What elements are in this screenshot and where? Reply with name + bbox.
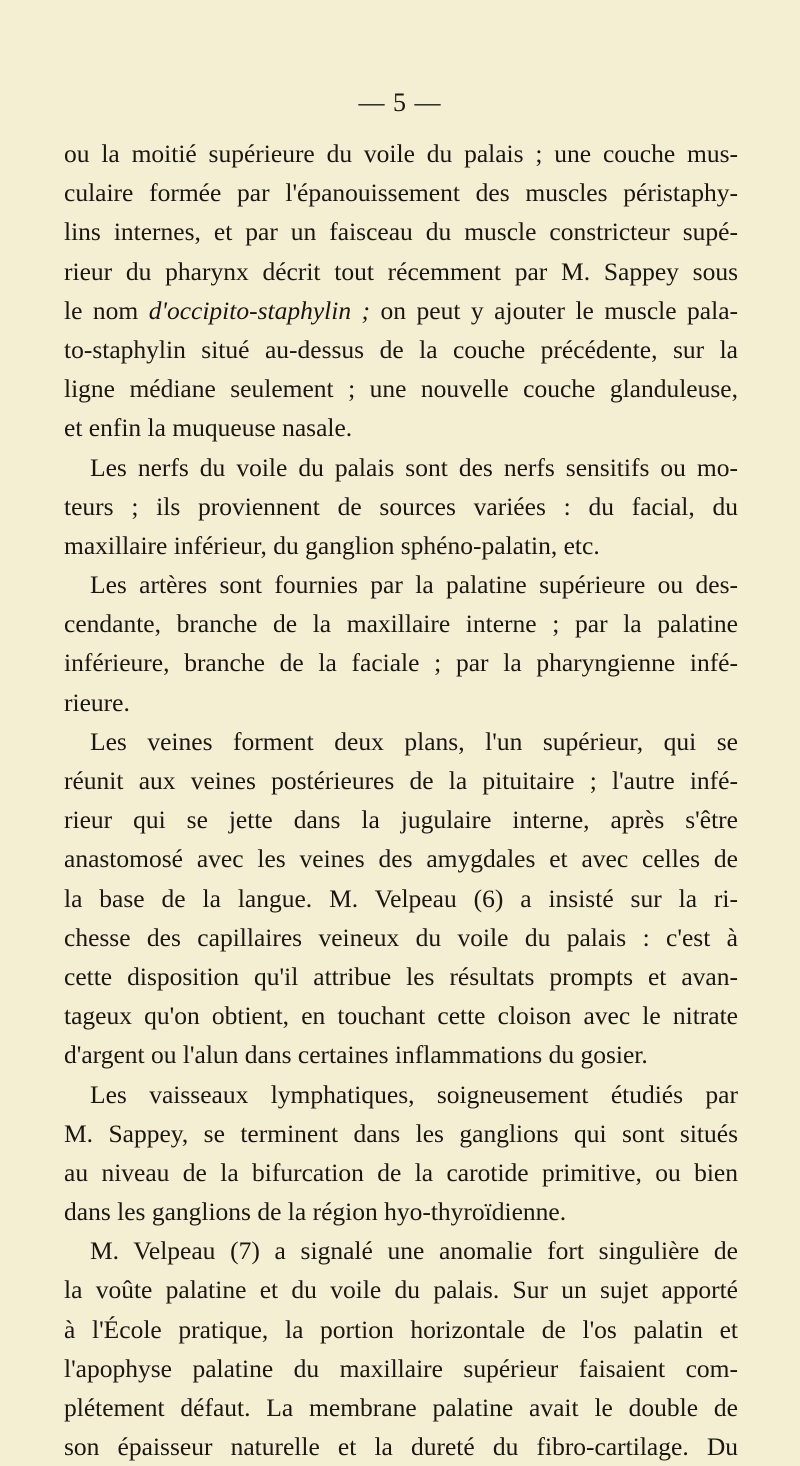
text-line: maxillaire inférieur, du ganglion sphéno-palatin, etc. (64, 530, 600, 560)
page-number: — 5 — (358, 88, 442, 117)
paragraph-start: Les nerfs du voile du palais sont des nerfs sensitifs ou mo- (90, 452, 738, 482)
text-line: plétement défaut. La membrane palatine avait le double de (64, 1393, 738, 1422)
text-line: inférieure, branche de la faciale ; par la pharyngienne infé- (64, 648, 738, 678)
text-line: cette disposition qu'il attribue les résultats prompts et avan- (64, 961, 738, 991)
text-line: son épaisseur naturelle et la dureté du fibro-cartilage. Du (64, 1432, 738, 1462)
paragraph-start: Les veines forment deux plans, l'un supérieur, qui se (90, 726, 738, 756)
text-line: à l'École pratique, la portion horizontale de l'os palatin et (64, 1314, 738, 1344)
text-line: la voûte palatine et du voile du palais. Sur un sujet apporté (64, 1275, 738, 1305)
text-line: ou la moitié supérieure du voile du palais ; une couche mus- (64, 139, 738, 168)
text-line: et enfin la muqueuse nasale. (64, 413, 353, 443)
text-fragment: le nom (64, 295, 139, 325)
text-line (64, 291, 738, 330)
text-line: rieur qui se jette dans la jugulaire interne, après s'être (64, 805, 738, 835)
text-line: au niveau de la bifurcation de la carotide primitive, ou bien (64, 1157, 738, 1187)
text-line: réunit aux veines postérieures de la pituitaire ; l'autre infé- (64, 766, 738, 795)
text-line: ligne médiane seulement ; une nouvelle couche glanduleuse, (64, 374, 738, 404)
text-line: teurs ; ils proviennent de sources variées : du facial, du (64, 491, 738, 521)
paragraph-start: Les artères sont fournies par la palatine supérieure ou des- (90, 570, 738, 600)
text-line: anastomosé avec les veines des amygdales et avec celles de (64, 844, 738, 874)
text-line: la base de la langue. M. Velpeau (6) a insisté sur la ri- (64, 883, 738, 913)
text-line: chesse des capillaires veineux du voile du palais : c'est à (64, 922, 738, 952)
text-line: lins internes, et par un faisceau du muscle constricteur supé- (64, 217, 738, 247)
text-line: cendante, branche de la maxillaire interne ; par la palatine (64, 609, 738, 639)
text-line: rieure. (64, 687, 130, 717)
text-line: tageux qu'on obtient, en touchant cette cloison avec le nitrate (64, 1001, 738, 1031)
italic-term: d'occipito-staphylin ; (148, 295, 371, 325)
text-fragment: on peut y ajouter le muscle pala- (380, 295, 739, 325)
text-line: rieur du pharynx décrit tout récemment par M. Sappey sous (64, 256, 738, 286)
body-text (64, 134, 738, 1466)
text-line: culaire formée par l'épanouissement des muscles péristaphy- (64, 178, 738, 208)
paragraph-start: M. Velpeau (7) a signalé une anomalie fort singulière de (90, 1236, 738, 1266)
text-line: to-staphylin situé au-dessus de la couche précédente, sur la (64, 334, 738, 364)
text-line: M. Sappey, se terminent dans les ganglions qui sont situés (64, 1118, 738, 1148)
text-line: d'argent ou l'alun dans certaines inflammations du gosier. (64, 1040, 648, 1070)
paragraph-start: Les vaisseaux lymphatiques, soigneusement étudiés par (90, 1079, 738, 1109)
text-line: l'apophyse palatine du maxillaire supérieur faisaient com- (64, 1353, 738, 1383)
text-line: dans les ganglions de la région hyo-thyroïdienne. (64, 1197, 567, 1227)
